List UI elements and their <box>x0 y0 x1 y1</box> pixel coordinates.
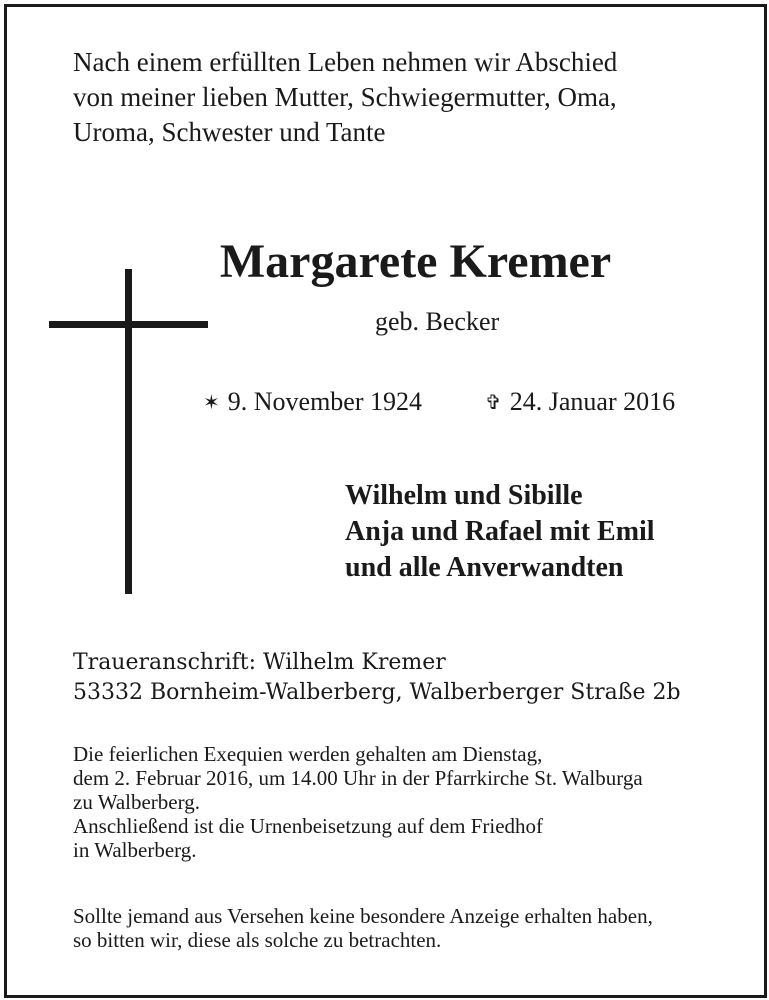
maiden-name: geb. Becker <box>375 307 500 336</box>
service-details <box>73 742 643 862</box>
family-signature <box>345 478 655 586</box>
death-date-block <box>485 387 675 417</box>
family-line: Anja und Rafael mit Emil <box>345 516 655 547</box>
death-cross-icon: ✞ <box>485 390 502 414</box>
service-line: in Walberberg. <box>73 838 197 862</box>
service-line: Anschließend ist die Urnenbeisetzung auf dem Friedhof <box>73 814 544 838</box>
birth-date-block <box>203 387 422 417</box>
intro-line: Nach einem erfüllten Leben nehmen wir Abschied <box>73 47 618 77</box>
address-line: Traueranschrift: Wilhelm Kremer <box>73 650 446 675</box>
note-line: Sollte jemand aus Versehen keine besondere Anzeige erhalten haben, <box>73 904 653 928</box>
note-line: so bitten wir, diese als solche zu betrachten. <box>73 928 442 952</box>
intro-line: Uroma, Schwester und Tante <box>73 117 386 147</box>
cross-icon-vertical-bar <box>125 269 132 594</box>
address-line: 53332 Bornheim-Walberberg, Walberberger Straße 2b <box>73 680 681 705</box>
birth-date: 9. November 1924 <box>227 387 423 416</box>
cross-icon-horizontal-bar <box>49 321 208 328</box>
service-line: dem 2. Februar 2016, um 14.00 Uhr in der Pfarrkirche St. Walburga <box>73 766 643 790</box>
family-line: Wilhelm und Sibille <box>345 480 583 511</box>
intro-line: von meiner lieben Mutter, Schwiegermutter, Oma, <box>73 82 617 112</box>
birth-star-icon: ✶ <box>203 390 220 414</box>
death-date: 24. Januar 2016 <box>509 387 676 416</box>
mourning-address <box>73 648 681 708</box>
deceased-name: Margarete Kremer <box>219 235 612 288</box>
service-line: Die feierlichen Exequien werden gehalten am Dienstag, <box>73 742 543 766</box>
service-line: zu Walberberg. <box>73 790 200 814</box>
closing-note <box>73 904 653 952</box>
obituary-notice <box>4 4 767 998</box>
intro-text <box>73 45 617 150</box>
family-line: und alle Anverwandten <box>345 552 624 583</box>
